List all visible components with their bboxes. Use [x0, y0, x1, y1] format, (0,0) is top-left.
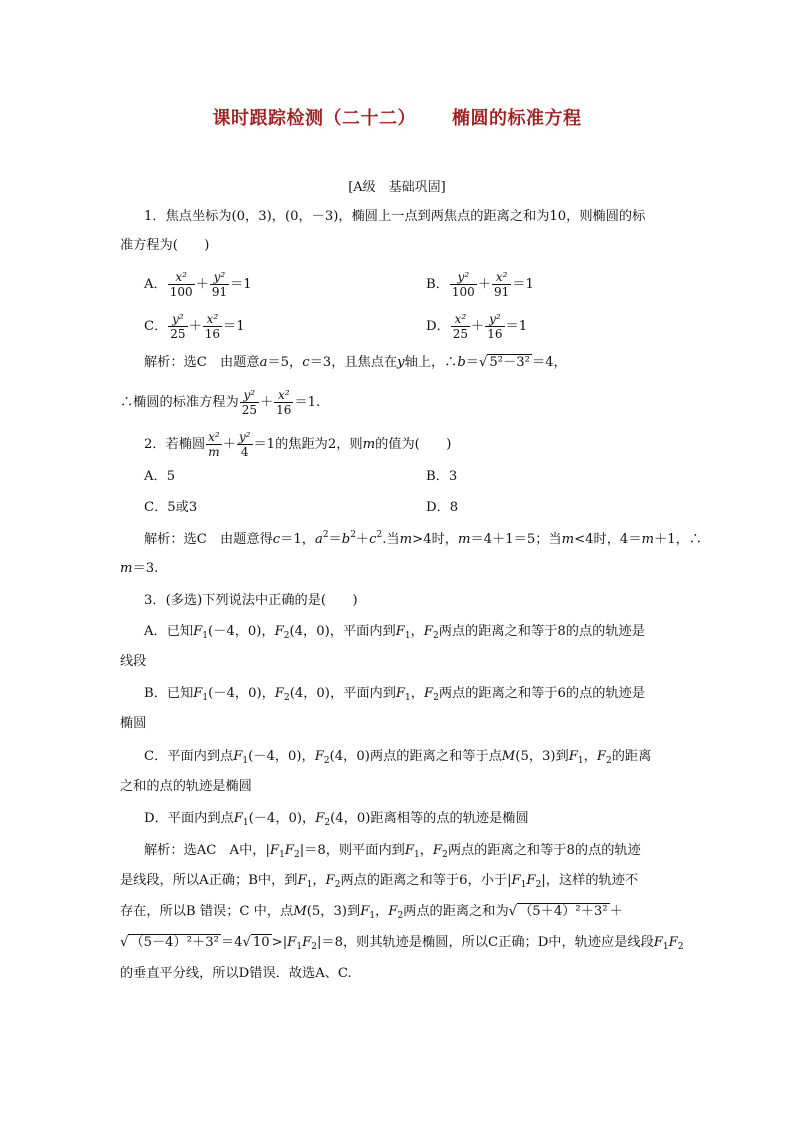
- q3-option-d: D．平面内到点$F_1(-4$，0)，$F_2(4$，0)距离相等的点的轨迹是椭圆: [144, 811, 529, 828]
- q2-options-cd: C．5或3 D．8: [144, 500, 459, 515]
- q1-solution-line1: 解析：选C 由题意a＝5，c＝3，且焦点在y轴上，∴b＝√ 5²－3² ＝4，: [144, 355, 567, 370]
- q1-options-cd: C． $\frac{\text{y²}}{25}$ ＋ $\frac{\text{x²}}{16}$ ＝1 D． $\frac{\text{x²}}{25}$ ＋ $\frac{\text{y²}}{16}$ ＝1: [144, 312, 528, 341]
- q1-options-ab: A． $\frac{\text{x²}}{100}$ ＋ $\frac{\text{y²}}{91}$ ＝1 B． $\frac{\text{y²}}{100}$ ＋ $\frac{\text{x²}}{91}$ ＝1: [144, 270, 534, 299]
- q3-stem: 3．(多选)下列说法中正确的是( ): [144, 593, 358, 608]
- q2-stem: 2．若椭圆 $\frac{\text{x²}}{m}$ ＋ $\frac{\text{y²}}{4}$ ＝1的焦距为2，则m的值为( ): [144, 430, 452, 459]
- title-part1: 课时跟踪检测（二十二）: [212, 108, 416, 129]
- q2-solution-line1: 解析：选C 由题意得c＝1，$a^2=b^2+c^2$.当m>4时，m＝4＋1＝5；当m<4时，4＝m＋1，∴: [144, 530, 702, 547]
- q1-solution-line2: ∴椭圆的标准方程为 $\frac{\text{y²}}{25}$ ＋ $\frac{\text{x²}}{16}$ ＝1.: [120, 388, 321, 417]
- page-title: [0, 104, 794, 130]
- q3-solution-line4: √ （5－4）²＋3² ＝4√ $10 >|F_1F_2|=8$，则其轨迹是椭圆，所以C正确；D中，轨迹应是线段$F_1F_2$: [120, 935, 684, 952]
- title-part2: 椭圆的标准方程: [452, 108, 582, 129]
- section-label: [A级 基础巩固]: [348, 180, 446, 195]
- q1-line2: 准方程为( ): [120, 238, 210, 253]
- q2-solution-line2: m＝3.: [120, 561, 159, 576]
- q3-solution-line1: 解析：选AC A中，$|F_1F_2|=8$，则平面内到$F_1$，$F_2$两点的距离之和等于8的点的轨迹: [144, 843, 641, 860]
- q3-solution-line5: 的垂直平分线，所以D错误．故选A、C.: [120, 966, 352, 981]
- q1-line1: 1．焦点坐标为(0，3)，(0，－3)，椭圆上一点到两焦点的距离之和为10，则椭圆的标: [144, 209, 646, 224]
- q3-solution-line2: 是线段，所以A正确；B中，到$F_1$，$F_2$两点的距离之和等于6，小于$|F_1F_2|$，这样的轨迹不: [120, 873, 639, 890]
- q3-solution-line3: 存在，所以B 错误；C 中，点M(5，3)到$F_1$，$F_2$两点的距离之和为√ （5＋4）²＋3² ＋: [120, 904, 623, 921]
- q3-option-a-line2: 线段: [120, 654, 147, 669]
- q3-option-c-line2: 之和的点的轨迹是椭圆: [120, 779, 252, 794]
- q3-option-b-line2: 椭圆: [120, 716, 147, 731]
- q3-option-a-line1: A．已知$F_1(-4$，0)，$F_2(4$，0)，平面内到$F_1$，$F_2$两点的距离之和等于8的点的轨迹是: [144, 624, 645, 641]
- q2-options-ab: A．5 B．3: [144, 469, 458, 484]
- q3-option-b-line1: B．已知$F_1(-4$，0)，$F_2(4$，0)，平面内到$F_1$，$F_2$两点的距离之和等于6的点的轨迹是: [144, 686, 646, 703]
- q3-option-c-line1: C．平面内到点$F_1(-4$，0)，$F_2(4$，0)两点的距离之和等于点M(5，3)到$F_1$，$F_2$的距离: [144, 749, 652, 766]
